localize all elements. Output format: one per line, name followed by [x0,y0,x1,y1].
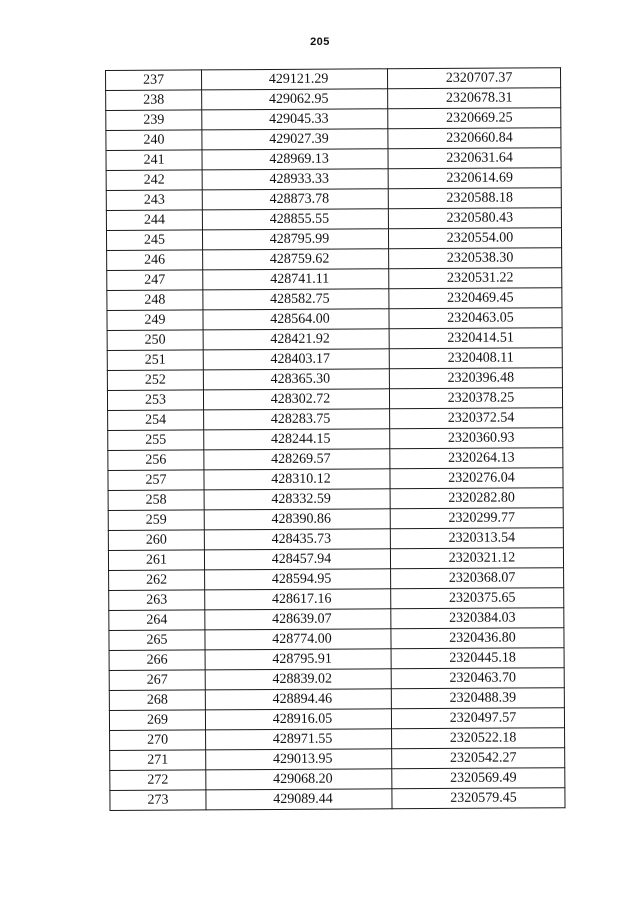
x-coordinate-cell: 428774.00 [205,629,391,650]
x-coordinate-cell: 428457.94 [204,549,390,570]
x-coordinate-cell: 429027.39 [202,129,388,150]
point-number-cell: 237 [106,70,202,91]
table-row [106,168,561,191]
table-row [106,148,561,171]
y-coordinate-cell: 2320372.54 [390,408,563,429]
y-coordinate-cell: 2320580.43 [388,208,561,229]
y-coordinate-cell: 2320463.70 [391,668,564,689]
point-number-cell: 259 [108,510,204,531]
x-coordinate-cell: 428435.73 [204,529,390,550]
y-coordinate-cell: 2320469.45 [389,288,562,309]
point-number-cell: 249 [107,310,203,331]
point-number-cell: 271 [110,750,206,771]
point-number-cell: 264 [109,610,205,631]
y-coordinate-cell: 2320488.39 [391,688,564,709]
x-coordinate-cell: 428390.86 [204,509,390,530]
y-coordinate-cell: 2320384.03 [391,608,564,629]
y-coordinate-cell: 2320463.05 [389,308,562,329]
table-row [109,648,564,671]
y-coordinate-cell: 2320445.18 [391,648,564,669]
x-coordinate-cell: 428302.72 [203,389,389,410]
y-coordinate-cell: 2320321.12 [390,548,563,569]
table-row [109,688,564,711]
table-row [107,368,562,391]
x-coordinate-cell: 428795.99 [202,229,388,250]
y-coordinate-cell: 2320436.80 [391,628,564,649]
coordinates-table [105,67,566,811]
point-number-cell: 258 [108,490,204,511]
table-row [110,768,565,791]
point-number-cell: 244 [106,210,202,231]
y-coordinate-cell: 2320678.31 [388,88,561,109]
x-coordinate-cell: 428582.75 [203,289,389,310]
y-coordinate-cell: 2320579.45 [392,788,565,809]
point-number-cell: 240 [106,130,202,151]
y-coordinate-cell: 2320707.37 [387,68,560,89]
table-row [109,568,564,591]
point-number-cell: 245 [106,230,202,251]
x-coordinate-cell: 428741.11 [203,269,389,290]
x-coordinate-cell: 428873.78 [202,189,388,210]
x-coordinate-cell: 428971.55 [206,729,392,750]
y-coordinate-cell: 2320531.22 [389,268,562,289]
y-coordinate-cell: 2320538.30 [389,248,562,269]
y-coordinate-cell: 2320522.18 [392,728,565,749]
point-number-cell: 266 [109,650,205,671]
x-coordinate-cell: 428969.13 [202,149,388,170]
table-row [108,528,563,551]
table-row [106,188,561,211]
table-row [106,208,561,231]
x-coordinate-cell: 428269.57 [204,449,390,470]
point-number-cell: 252 [107,370,203,391]
point-number-cell: 268 [109,690,205,711]
point-number-cell: 250 [107,330,203,351]
y-coordinate-cell: 2320264.13 [390,448,563,469]
x-coordinate-cell: 428839.02 [205,669,391,690]
table-row [109,608,564,631]
point-number-cell: 272 [110,770,206,791]
x-coordinate-cell: 428894.46 [205,689,391,710]
table-row [107,328,562,351]
point-number-cell: 253 [107,390,203,411]
table-row [107,248,562,271]
x-coordinate-cell: 428916.05 [205,709,391,730]
y-coordinate-cell: 2320631.64 [388,148,561,169]
y-coordinate-cell: 2320660.84 [388,128,561,149]
point-number-cell: 261 [108,550,204,571]
y-coordinate-cell: 2320554.00 [388,228,561,249]
table-row [107,348,562,371]
point-number-cell: 247 [107,270,203,291]
y-coordinate-cell: 2320614.69 [388,168,561,189]
x-coordinate-cell: 428933.33 [202,169,388,190]
table-row [106,108,561,131]
table-row [109,588,564,611]
y-coordinate-cell: 2320368.07 [391,568,564,589]
y-coordinate-cell: 2320396.48 [389,368,562,389]
table-row [107,268,562,291]
x-coordinate-cell: 429089.44 [206,789,392,810]
point-number-cell: 262 [109,570,205,591]
x-coordinate-cell: 428639.07 [205,609,391,630]
point-number-cell: 263 [109,590,205,611]
x-coordinate-cell: 428332.59 [204,489,390,510]
table-row [107,308,562,331]
x-coordinate-cell: 428564.00 [203,309,389,330]
table-row [107,388,562,411]
y-coordinate-cell: 2320569.49 [392,768,565,789]
coordinates-table-body [106,68,566,811]
y-coordinate-cell: 2320669.25 [388,108,561,129]
x-coordinate-cell: 429013.95 [206,749,392,770]
table-row [108,468,563,491]
y-coordinate-cell: 2320588.18 [388,188,561,209]
x-coordinate-cell: 429062.95 [202,89,388,110]
y-coordinate-cell: 2320414.51 [389,328,562,349]
point-number-cell: 260 [108,530,204,551]
table-row [109,628,564,651]
x-coordinate-cell: 428421.92 [203,329,389,350]
table-row [108,508,563,531]
point-number-cell: 257 [108,470,204,491]
table-row [108,408,563,431]
y-coordinate-cell: 2320542.27 [392,748,565,769]
y-coordinate-cell: 2320360.93 [390,428,563,449]
table-row [109,668,564,691]
table-row [106,128,561,151]
x-coordinate-cell: 429068.20 [206,769,392,790]
point-number-cell: 254 [108,410,204,431]
point-number-cell: 243 [106,190,202,211]
x-coordinate-cell: 428403.17 [203,349,389,370]
point-number-cell: 238 [106,90,202,111]
table-row [110,748,565,771]
point-number-cell: 255 [108,430,204,451]
y-coordinate-cell: 2320408.11 [389,348,562,369]
y-coordinate-cell: 2320497.57 [391,708,564,729]
point-number-cell: 248 [107,290,203,311]
table-row [107,288,562,311]
x-coordinate-cell: 428310.12 [204,469,390,490]
table-row [108,448,563,471]
point-number-cell: 241 [106,150,202,171]
point-number-cell: 242 [106,170,202,191]
table-row [109,708,564,731]
x-coordinate-cell: 428855.55 [202,209,388,230]
point-number-cell: 256 [108,450,204,471]
y-coordinate-cell: 2320276.04 [390,468,563,489]
table-row [108,488,563,511]
y-coordinate-cell: 2320378.25 [389,388,562,409]
y-coordinate-cell: 2320313.54 [390,528,563,549]
table-row [108,428,563,451]
table-row [106,68,561,91]
point-number-cell: 270 [110,730,206,751]
table-row [108,548,563,571]
y-coordinate-cell: 2320375.65 [391,588,564,609]
page-number: 205 [310,36,330,48]
point-number-cell: 239 [106,110,202,131]
table-row [110,728,565,751]
y-coordinate-cell: 2320299.77 [390,508,563,529]
point-number-cell: 246 [107,250,203,271]
x-coordinate-cell: 428795.91 [205,649,391,670]
x-coordinate-cell: 428244.15 [204,429,390,450]
x-coordinate-cell: 428365.30 [203,369,389,390]
point-number-cell: 273 [110,790,206,811]
point-number-cell: 267 [109,670,205,691]
x-coordinate-cell: 428594.95 [205,569,391,590]
x-coordinate-cell: 428283.75 [204,409,390,430]
table-row [106,228,561,251]
table-row [110,788,565,811]
point-number-cell: 269 [109,710,205,731]
x-coordinate-cell: 429045.33 [202,109,388,130]
x-coordinate-cell: 428617.16 [205,589,391,610]
x-coordinate-cell: 428759.62 [203,249,389,270]
table-row [106,88,561,111]
point-number-cell: 265 [109,630,205,651]
point-number-cell: 251 [107,350,203,371]
x-coordinate-cell: 429121.29 [202,69,388,90]
y-coordinate-cell: 2320282.80 [390,488,563,509]
